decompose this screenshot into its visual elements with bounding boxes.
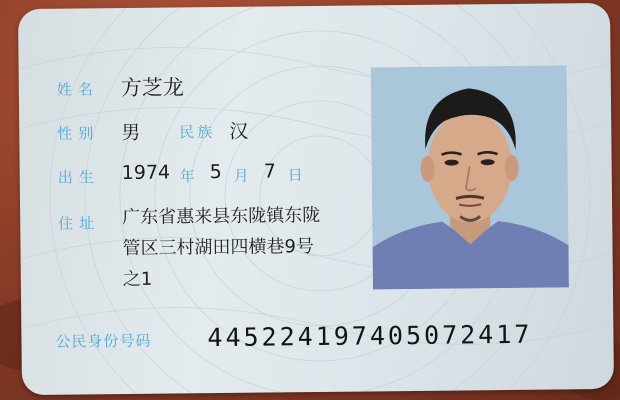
id-card xyxy=(18,3,614,395)
birth-day: 7 xyxy=(263,160,276,183)
address-line-2: 管区三村湖田四横巷9号 xyxy=(122,236,315,260)
address-value xyxy=(122,199,403,295)
month-unit-label: 月 xyxy=(233,166,255,185)
id-number-label: 公民身份号码 xyxy=(55,331,152,351)
sex-label: 性别 xyxy=(57,124,100,143)
birth-label: 出生 xyxy=(57,168,100,187)
ethnicity-label: 民族 xyxy=(179,123,216,142)
address-line-1: 广东省惠来县东陇镇东陇 xyxy=(122,204,321,229)
day-unit-label: 日 xyxy=(287,166,309,185)
sex-value: 男 xyxy=(121,121,141,145)
address-line-3: 之1 xyxy=(122,268,153,291)
name-value: 方芝龙 xyxy=(120,75,184,101)
birth-year: 1974 xyxy=(121,161,171,185)
name-label: 姓名 xyxy=(56,80,99,99)
year-unit-label: 年 xyxy=(179,167,201,186)
portrait-photo xyxy=(371,65,569,289)
address-label: 住址 xyxy=(58,214,101,233)
id-number-value: 445224197405072417 xyxy=(207,319,533,353)
birth-month: 5 xyxy=(209,160,222,184)
ethnicity-value: 汉 xyxy=(229,120,249,143)
